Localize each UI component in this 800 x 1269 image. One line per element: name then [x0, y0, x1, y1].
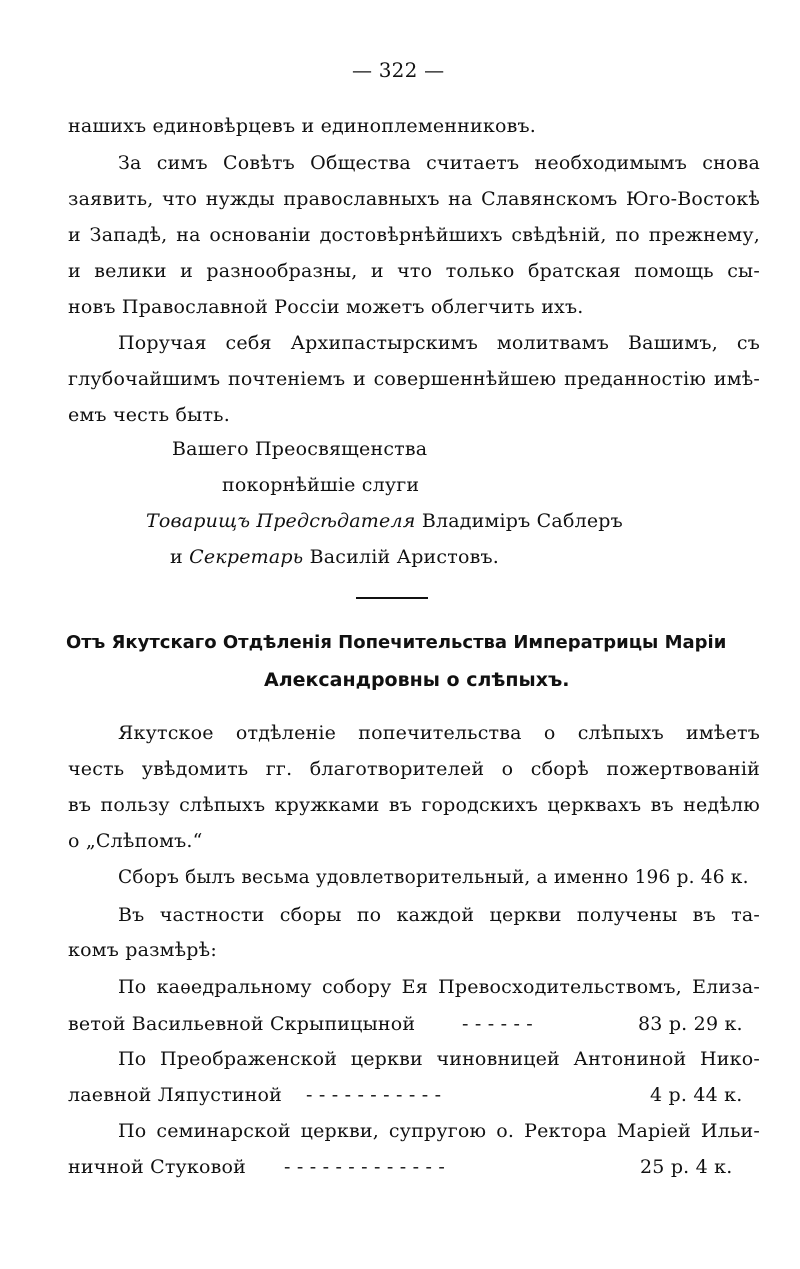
text-line: и велики и разнообразны, и что только братская помощь сы-: [68, 260, 760, 282]
signature-title: Секретарь: [189, 546, 304, 568]
text-line: Въ частности сборы по каждой церкви получены въ та-: [118, 904, 760, 926]
entry-amount: 4 р. 44 к.: [650, 1084, 743, 1106]
signature-title: Товарищъ Предсѣдателя: [146, 510, 416, 532]
entry-line: ничной Стуковой: [68, 1156, 247, 1178]
entry-line: По Преображенской церкви чиновницей Антониной Нико-: [118, 1048, 760, 1070]
text-line: емъ честь быть.: [68, 404, 230, 426]
signature-prefix: и: [170, 546, 183, 568]
signature-line: [146, 509, 623, 533]
text-line: о „Слѣпомъ.“: [68, 830, 203, 852]
text-line: нашихъ единовѣрцевъ и единоплеменниковъ.: [68, 115, 537, 137]
entry-dashes: - - - - - - - - - - -: [306, 1084, 442, 1106]
entry-line: По каѳедральному собору Ея Превосходительствомъ, Елиза-: [118, 976, 760, 998]
entry-amount: 83 р. 29 к.: [638, 1013, 743, 1035]
page-number: — 322 —: [352, 58, 445, 82]
signature-line: [170, 545, 499, 569]
text-line: Сборъ былъ весьма удовлетворительный, а именно 196 р. 46 к.: [118, 867, 749, 888]
text-line: новъ Православной Россіи можетъ облегчить ихъ.: [68, 296, 584, 318]
closing-line: Вашего Преосвященства: [172, 438, 428, 460]
entry-line: лаевной Ляпустиной: [68, 1084, 283, 1106]
entry-line: По семинарской церкви, супругою о. Ректора Маріей Ильи-: [118, 1120, 760, 1142]
section-heading: Александровны о слѣпыхъ.: [264, 669, 570, 691]
entry-dashes: - - - - - - - - - - - - -: [284, 1156, 445, 1178]
text-line: въ пользу слѣпыхъ кружками въ городскихъ церквахъ въ недѣлю: [68, 794, 760, 816]
text-line: глубочайшимъ почтеніемъ и совершеннѣйшею преданностію имѣ-: [68, 368, 760, 390]
text-line: комъ размѣрѣ:: [68, 939, 217, 961]
text-line: и Западѣ, на основаніи достовѣрнѣйшихъ свѣдѣній, по прежнему,: [68, 224, 760, 246]
text-line: Якутское отдѣленіе попечительства о слѣпыхъ имѣетъ: [118, 722, 760, 744]
text-line: За симъ Совѣтъ Общества считаетъ необходимымъ снова: [118, 152, 760, 174]
entry-amount: 25 р. 4 к.: [640, 1156, 733, 1178]
text-line: заявить, что нужды православныхъ на Славянскомъ Юго-Востокѣ: [68, 188, 760, 210]
section-heading: Отъ Якутскаго Отдѣленія Попечительства Императрицы Маріи: [66, 632, 727, 653]
entry-dashes: - - - - - -: [462, 1013, 533, 1035]
entry-line: ветой Васильевной Скрыпицыной: [68, 1013, 416, 1035]
text-line: честь увѣдомить гг. благотворителей о сборѣ пожертвованій: [68, 758, 760, 780]
section-divider: [356, 597, 428, 599]
signature-name: Владиміръ Саблеръ: [421, 510, 623, 532]
closing-line: покорнѣйшіе слуги: [222, 474, 420, 496]
signature-name: Василій Аристовъ.: [309, 546, 500, 568]
text-line: Поручая себя Архипастырскимъ молитвамъ Вашимъ, съ: [118, 332, 760, 354]
